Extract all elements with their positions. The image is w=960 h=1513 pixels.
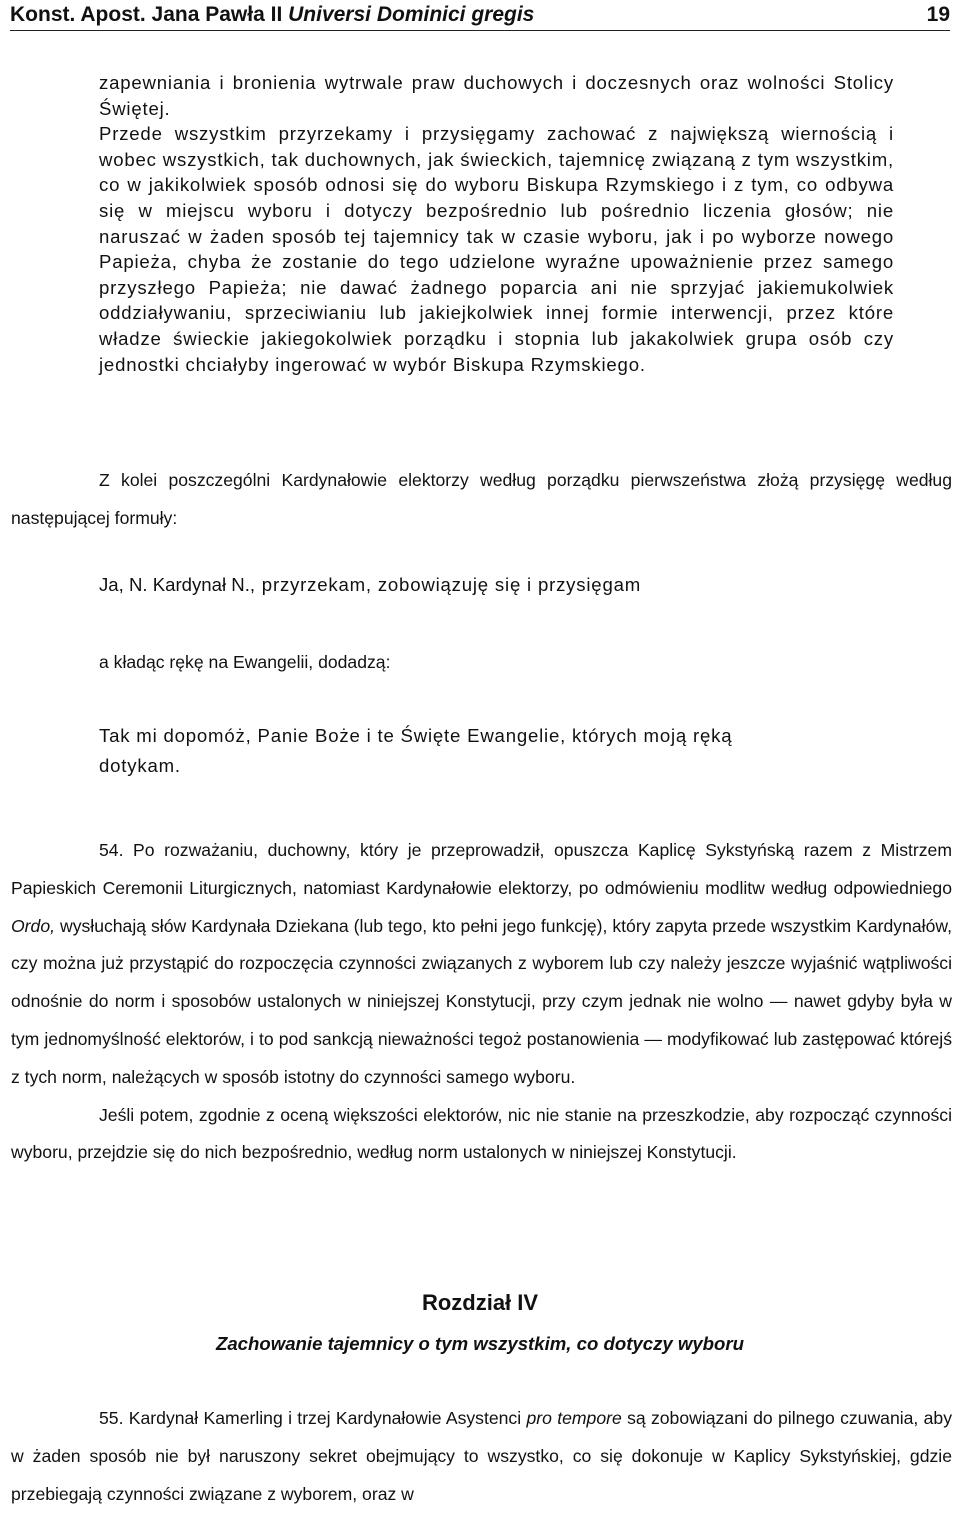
running-title-italic: Universi Dominici gregis xyxy=(288,3,535,26)
intro-block xyxy=(11,462,952,538)
article-54 xyxy=(11,832,952,1172)
pro-tempore-italic: pro tempore xyxy=(526,1408,622,1428)
ordo-italic: Ordo, xyxy=(11,915,56,936)
running-title: Konst. Apost. Jana Pawła II Universi Dominici gregis xyxy=(10,3,535,26)
page-number: 19 xyxy=(926,3,950,26)
formula-line-3 xyxy=(99,725,732,784)
article-55-paragraph: 55. Kardynał Kamerling i trzej Kardynałowie Asystenci pro tempore są zobowiązani do pilnego czuwania, aby w żaden sposób nie był naruszony sekret obejmujący to wszystko, co się dokonuje w Kaplicy Sykstyńskiej, gdzie przebiegają czynności związane z wyborem, oraz w xyxy=(11,1408,953,1504)
formula-name: Ja, N. Kardynał N. xyxy=(99,574,250,595)
page-header xyxy=(10,0,950,31)
oath-text xyxy=(99,70,894,377)
article-55 xyxy=(11,1400,952,1513)
formula-line-1: Ja, N. Kardynał N., przyrzekam, zobowiązuję się i przysięgam xyxy=(99,574,642,595)
article-54-paragraph-2: Jeśli potem, zgodnie z oceną większości elektorów, nic nie stanie na przeszkodzie, aby rozpocząć czynności wyboru, przejdzie się do nich bezpośrednio, według norm ustalonych w niniejszej Konstytucji. xyxy=(11,1104,952,1163)
formula-oath-end: dotykam. xyxy=(99,755,181,776)
chapter-title: Zachowanie tajemnicy o tym wszystkim, co dotyczy wyboru xyxy=(215,1333,744,1354)
intro-paragraph: Z kolei poszczególni Kardynałowie elektorzy według porządku pierwszeństwa złożą przysięgę według następującej formuły: xyxy=(11,470,952,528)
chapter-number: Rozdział IV xyxy=(421,1290,539,1315)
article-54-paragraph-1: 54. Po rozważaniu, duchowny, który je przeprowadził, opuszcza Kaplicę Sykstyńską razem z Mistrzem Papieskich Ceremonii Liturgicznych, natomiast Kardynałowie elektorzy, po odmówieniu modlitw według odpowiedniego Ordo, wysłuchają słów Kardynała Dziekana (lub tego, kto pełni jego funkcję), który zapyta przede wszystkim Kardynałów, czy można już przystąpić do rozpoczęcia czynności związanych z wyborem lub czy należy jeszcze wyjaśnić wątpliwości odnośnie do norm i sposobów ustalonych w niniejszej Konstytucji, przy czym jednak nie wolno — nawet gdyby była w tym jednomyślność elektorów, i to pod sankcją nieważności tegoż postanowienia — modyfikować lub zastępować którejś z tych norm, należących w sposób istotny do czynności samego wyboru. xyxy=(11,840,952,1087)
oath-paragraph-1: zapewniania i bronienia wytrwale praw duchowych i doczesnych oraz wolności Stolicy Świętej. xyxy=(99,72,894,119)
oath-paragraph-2: Przede wszystkim przyrzekamy i przysięgamy zachować z największą wiernością i wobec wszystkich, tak duchownych, jak świeckich, tajemnicę związaną z tym wszystkim, co w jakikolwiek sposób odnosi się do wyboru Biskupa Rzymskiego i z tym, co odbywa się w miejscu wyboru i dotyczy bezpośrednio lub pośrednio liczenia głosów; nie naruszać w żaden sposób tej tajemnicy tak w czasie wyboru, jak i po wyborze nowego Papieża, chyba że zostanie do tego udzielone wyraźne upoważnienie przez samego przyszłego Papieża; nie dawać żadnego poparcia ani nie sprzyjać jakiemukolwiek oddziaływaniu, sprzeciwianiu lub jakiejkolwiek innej formie interwencji, przez które władze świeckie jakiegokolwiek porządku i stopnia lub jakakolwiek grupa osób czy jednostki chciałyby ingerować w wybór Biskupa Rzymskiego. xyxy=(99,123,894,375)
formula-oath-line: Tak mi dopomóż, Panie Boże i te Święte Ewangelie, których moją ręką xyxy=(99,725,733,746)
formula-line-2: a kładąc rękę na Ewangelii, dodadzą: xyxy=(99,652,391,672)
